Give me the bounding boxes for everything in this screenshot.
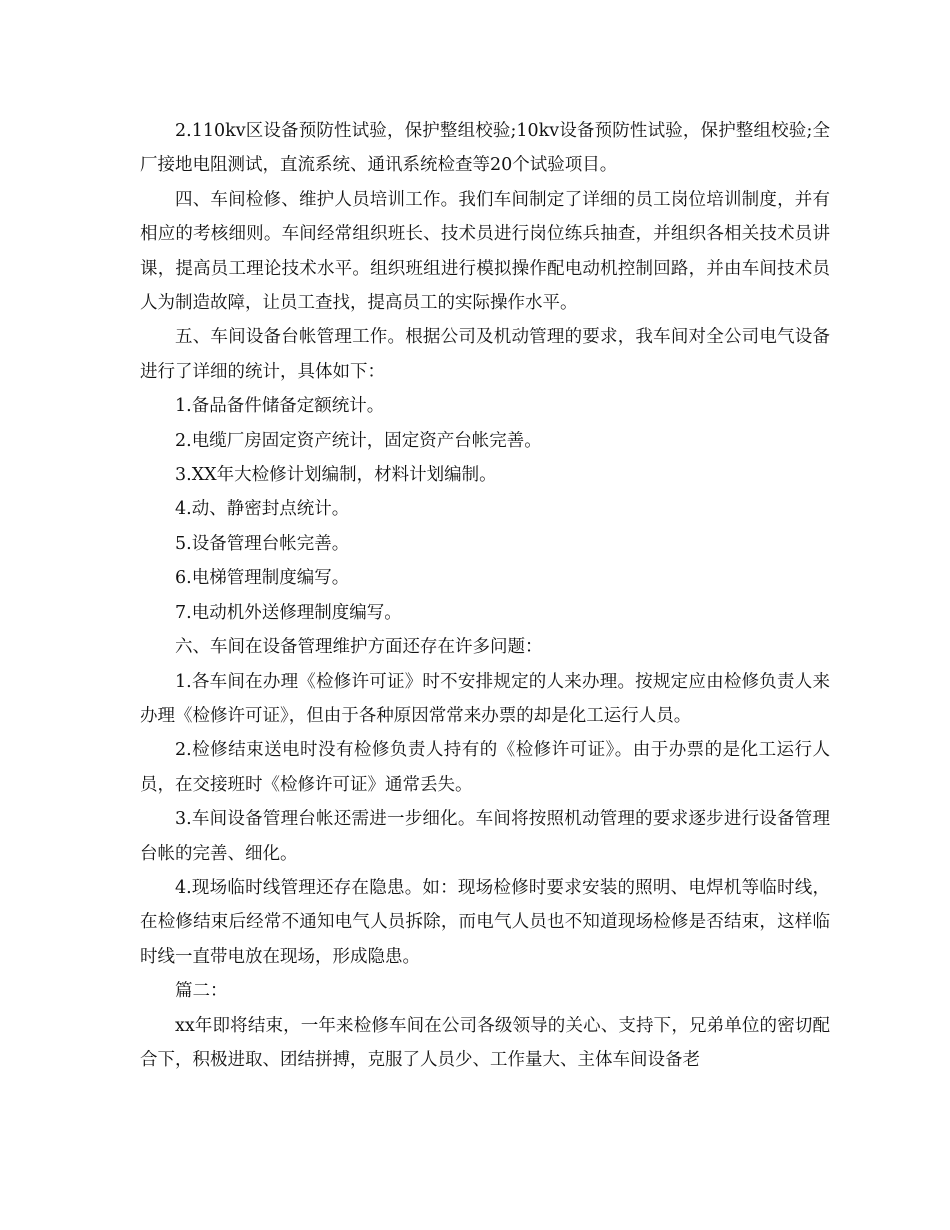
- list-item-3: 3.XX年大检修计划编制，材料计划编制。: [175, 465, 497, 486]
- problem-item-1: 1.各车间在办理《检修许可证》时不安排规定的人来办理。按规定应由检修负责人来办理《检修许可证》，但由于各种原因常常来办票的却是化工运行人员。: [140, 671, 830, 726]
- paragraph-section-five: 五、车间设备台帐管理工作。根据公司及机动管理的要求，我车间对全公司电气设备进行了详细的统计，具体如下：: [140, 327, 830, 382]
- section-heading-part-two: 篇二：: [175, 981, 228, 1002]
- document-body: [140, 114, 830, 1077]
- problem-item-4: 4.现场临时线管理还存在隐患。如：现场检修时要求安装的照明、电焊机等临时线，在检修结束后经常不通知电气人员拆除，而电气人员也不知道现场检修是否结束，这样临时线一直带电放在现场，形成隐患。: [140, 877, 830, 967]
- list-item-6: 6.电梯管理制度编写。: [175, 568, 350, 589]
- paragraph-test-items: 2.110kv区设备预防性试验，保护整组校验;10kv设备预防性试验，保护整组校验;全厂接地电阻测试，直流系统、通讯系统检查等20个试验项目。: [140, 121, 830, 176]
- list-item-2: 2.电缆厂房固定资产统计，固定资产台帐完善。: [175, 430, 542, 451]
- problem-item-2: 2.检修结束送电时没有检修负责人持有的《检修许可证》。由于办票的是化工运行人员，在交接班时《检修许可证》通常丢失。: [140, 740, 830, 795]
- list-item-4: 4.动、静密封点统计。: [175, 499, 350, 520]
- paragraph-year-summary: xx年即将结束，一年来检修车间在公司各级领导的关心、支持下，兄弟单位的密切配合下，积极进取、团结拼搏，克服了人员少、工作量大、主体车间设备老: [140, 1015, 830, 1070]
- list-item-7: 7.电动机外送修理制度编写。: [175, 602, 402, 623]
- problem-item-3: 3.车间设备管理台帐还需进一步细化。车间将按照机动管理的要求逐步进行设备管理台帐的完善、细化。: [140, 809, 830, 864]
- list-item-5: 5.设备管理台帐完善。: [175, 533, 350, 554]
- list-item-1: 1.备品备件储备定额统计。: [175, 396, 385, 417]
- paragraph-section-six: 六、车间在设备管理维护方面还存在许多问题：: [175, 637, 543, 658]
- paragraph-section-four: 四、车间检修、维护人员培训工作。我们车间制定了详细的员工岗位培训制度，并有相应的考核细则。车间经常组织班长、技术员进行岗位练兵抽查，并组织各相关技术员讲课，提高员工理论技术水平。组织班组进行模拟操作配电动机控制回路，并由车间技术员人为制造故障，让员工查找，提高员工的实际操作水平。: [140, 189, 830, 314]
